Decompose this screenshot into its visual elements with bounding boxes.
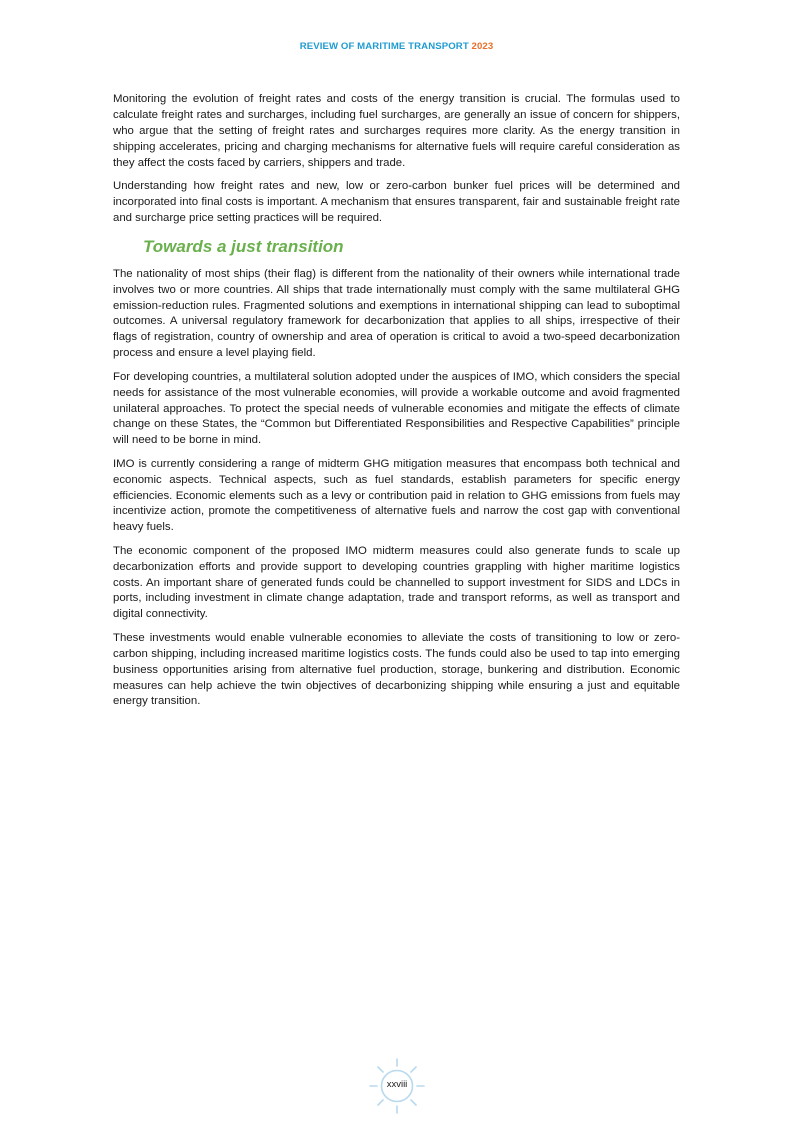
page-body [113,92,680,718]
section-heading: Towards a just transition [143,236,344,256]
body-paragraph: These investments would enable vulnerable economies to alleviate the costs of transitioning to low or zero-carbon shipping, including increased maritime logistics costs. The funds could also be used to tap into emerging business opportunities arising from alternative fuel production, storage, bunkering and distribution. Economic measures can help achieve the twin objectives of decarbonizing shipping while ensuring a just and equitable energy transition. [113,631,680,708]
page-number-badge [368,1057,426,1115]
body-paragraph: For developing countries, a multilateral solution adopted under the auspices of IMO, which considers the special needs for assistance of the most vulnerable economies, will provide a workable outcome and avoid fragmented unilateral approaches. To protect the special needs of vulnerable economies and mitigate the effects of climate change on these States, the “Common but Differentiated Responsibilities and Respective Capabilities” principle will need to be borne in mind. [113,370,680,447]
body-paragraph: IMO is currently considering a range of midterm GHG mitigation measures that encompass both technical and economic aspects. Technical aspects, such as fuel standards, establish parameters for specific energy efficiencies. Economic elements such as a levy or contribution paid in relation to GHG emissions from fuels may incentivize action, promote the competitiveness of alternative fuels and narrow the cost gap with conventional heavy fuels. [113,457,680,534]
body-paragraph: The nationality of most ships (their flag) is different from the nationality of their owners while international trade involves two or more countries. All ships that trade internationally must comply with the same multilateral GHG emission-reduction rules. Fragmented solutions and exemptions in international shipping can lead to suboptimal outcomes. A universal regulatory framework for decarbonization that applies to all ships, irrespective of their flags of registration, country of ownership and area of operation is critical to avoid a two-speed decarbonization process and ensure a level playing field. [113,267,680,360]
body-paragraph: The economic component of the proposed IMO midterm measures could also generate funds to scale up decarbonization efforts and provide support to developing countries grappling with higher maritime logistics costs. An important share of generated funds could be channelled to support investment for SIDS and LDCs in ports, including investment in climate change adaptation, trade and transport reforms, as well as transport and digital connectivity. [113,544,680,621]
running-header [0,41,793,52]
body-paragraph: Monitoring the evolution of freight rates and costs of the energy transition is crucial. The formulas used to calculate freight rates and surcharges, including fuel surcharges, are generally an issue of concern for shippers, who argue that the setting of freight rates and surcharges requires more clarity. As the energy transition in shipping accelerates, pricing and charging mechanisms for alternative fuels will require careful consideration as they affect the costs faced by carriers, shippers and trade. [113,93,680,169]
publication-year: 2023 [471,41,494,52]
publication-title: REVIEW OF MARITIME TRANSPORT [299,41,469,52]
page-number: xxviii [386,1079,408,1090]
body-paragraph: Understanding how freight rates and new, low or zero-carbon bunker fuel prices will be determined and incorporated into final costs is important. A mechanism that ensures transparent, fair and sustainable freight rate and surcharge price setting practices will be required. [113,180,680,224]
